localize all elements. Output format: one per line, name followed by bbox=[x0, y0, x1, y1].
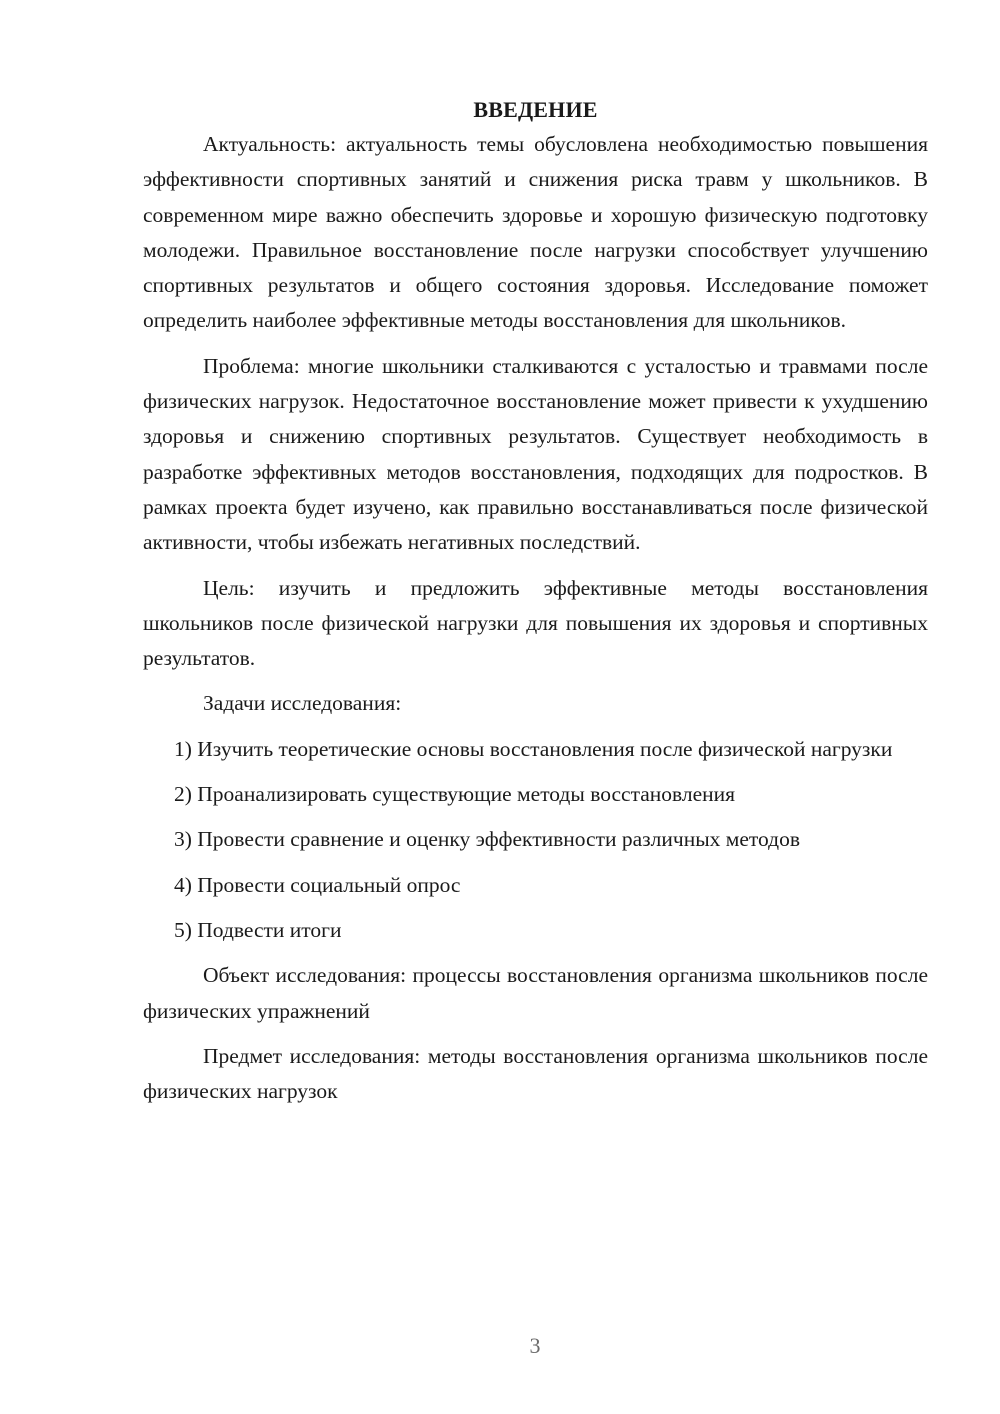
tasks-heading: Задачи исследования: bbox=[203, 691, 402, 716]
object-paragraph: Объект исследования: процессы восстановления организма школьников после физических упражнений bbox=[143, 963, 928, 1023]
relevance-paragraph: Актуальность: актуальность темы обусловлена необходимостью повышения эффективности спортивных занятий и снижения риска травм у школьников. В современном мире важно обеспечить здоровье и хорошую физическую подготовку молодежи. Правильное восстановление после нагрузки способствует улучшению спортивных результатов и общего состояния здоровья. Исследование поможет определить наиболее эффективные методы восстановления для школьников. bbox=[143, 132, 928, 333]
goal-paragraph: Цель: изучить и предложить эффективные методы восстановления школьников после физической нагрузки для повышения их здоровья и спортивных результатов. bbox=[143, 575, 928, 671]
page-number: 3 bbox=[529, 1333, 541, 1358]
subject-paragraph: Предмет исследования: методы восстановления организма школьников после физических нагрузок bbox=[143, 1043, 928, 1104]
problem-paragraph: Проблема: многие школьники сталкиваются с усталостью и травмами после физических нагрузок. Недостаточное восстановление может привести к ухудшению здоровья и снижению спортивных результатов. Существует необходимость в разработке эффективных методов восстановления, подходящих для подростков. В рамках проекта будет изучено, как правильно восстанавливаться после физической активности, чтобы избежать негативных последствий. bbox=[143, 353, 928, 555]
list-item: 2) Проанализировать существующие методы восстановления bbox=[174, 782, 736, 807]
list-item: 1) Изучить теоретические основы восстановления после физической нагрузки bbox=[174, 736, 893, 761]
list-item: 3) Провести сравнение и оценку эффективности различных методов bbox=[174, 827, 800, 852]
list-item: 4) Провести социальный опрос bbox=[174, 872, 461, 897]
page-title: ВВЕДЕНИЕ bbox=[473, 97, 598, 122]
tasks-list bbox=[143, 732, 928, 948]
document-page bbox=[143, 95, 928, 1109]
list-item: 5) Подвести итоги bbox=[174, 917, 342, 942]
